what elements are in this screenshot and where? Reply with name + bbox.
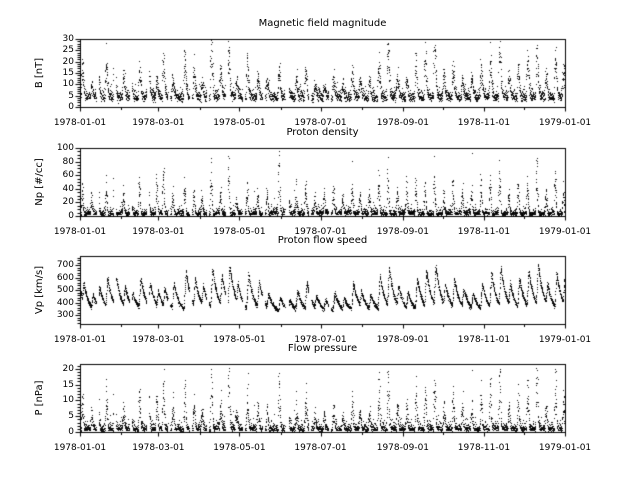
x-tick-label: 1978-01-01: [53, 227, 107, 237]
y-tick-label: 5: [68, 90, 74, 101]
y-tick-label: 20: [62, 197, 74, 208]
x-tick-label: 1979-01-01: [538, 335, 592, 345]
x-tick-label: 1978-09-01: [376, 443, 430, 453]
x-tick-label: 1978-01-01: [53, 443, 107, 453]
x-tick-label: 1979-01-01: [538, 118, 592, 128]
y-tick-label: 20: [62, 363, 74, 374]
x-tick-label: 1978-03-01: [132, 443, 185, 453]
x-tick-label: 1978-07-01: [294, 227, 347, 237]
panel-title-proton-flow-speed: Proton flow speed: [277, 235, 368, 246]
x-tick-label: 1978-07-01: [294, 118, 347, 128]
panel-title-magnetic-field: Magnetic field magnitude: [258, 18, 387, 29]
y-tick-label: 0: [68, 427, 74, 437]
panel-title-proton-density: Proton density: [286, 127, 359, 138]
x-tick-label: 1978-05-01: [213, 118, 266, 128]
panel-title-flow-pressure: Flow pressure: [287, 343, 358, 354]
x-tick-label: 1978-11-01: [457, 118, 511, 128]
y-axis-label-vp: Vp [km/s]: [34, 265, 45, 315]
y-tick-label: 0: [68, 102, 74, 112]
y-tick-label: 40: [62, 183, 74, 194]
x-tick-label: 1978-07-01: [294, 443, 347, 453]
x-tick-label: 1978-11-01: [457, 335, 511, 345]
y-tick-label: 700: [56, 260, 74, 271]
x-tick-label: 1978-09-01: [376, 335, 430, 345]
x-tick-label: 1978-03-01: [132, 227, 185, 237]
y-axis-label-p: P [nPa]: [34, 380, 45, 416]
y-tick-label: 600: [56, 272, 74, 283]
y-tick-label: 15: [62, 68, 74, 78]
y-tick-label: 60: [62, 170, 74, 181]
x-tick-label: 1979-01-01: [538, 443, 592, 453]
x-tick-label: 1979-01-01: [538, 227, 592, 237]
y-tick-label: 400: [56, 297, 74, 308]
x-tick-label: 1978-11-01: [457, 443, 511, 453]
y-axis-label-np: Np [#/cc]: [34, 158, 45, 206]
x-tick-label: 1978-09-01: [376, 118, 430, 128]
y-tick-label: 80: [62, 156, 74, 167]
x-tick-label: 1978-09-01: [376, 227, 430, 237]
x-tick-label: 1978-01-01: [53, 118, 107, 128]
x-tick-label: 1978-03-01: [132, 335, 185, 345]
y-tick-label: 25: [62, 45, 74, 56]
y-tick-label: 10: [62, 79, 74, 90]
y-tick-label: 20: [62, 56, 74, 67]
y-tick-label: 500: [56, 285, 74, 296]
y-tick-label: 0: [68, 211, 74, 221]
y-axis-label-b: B [nT]: [34, 57, 45, 89]
y-tick-label: 300: [56, 310, 74, 321]
x-tick-label: 1978-05-01: [213, 443, 266, 453]
y-tick-label: 100: [56, 143, 74, 153]
y-tick-label: 15: [62, 379, 74, 390]
x-tick-label: 1978-11-01: [457, 227, 511, 237]
x-tick-label: 1978-01-01: [53, 335, 107, 345]
y-tick-label: 10: [62, 395, 74, 406]
x-tick-label: 1978-07-01: [294, 335, 347, 345]
y-tick-label: 5: [68, 411, 74, 422]
x-tick-label: 1978-03-01: [132, 118, 185, 128]
x-tick-label: 1978-05-01: [213, 227, 266, 237]
y-tick-label: 30: [62, 34, 74, 44]
x-tick-label: 1978-05-01: [213, 335, 266, 345]
